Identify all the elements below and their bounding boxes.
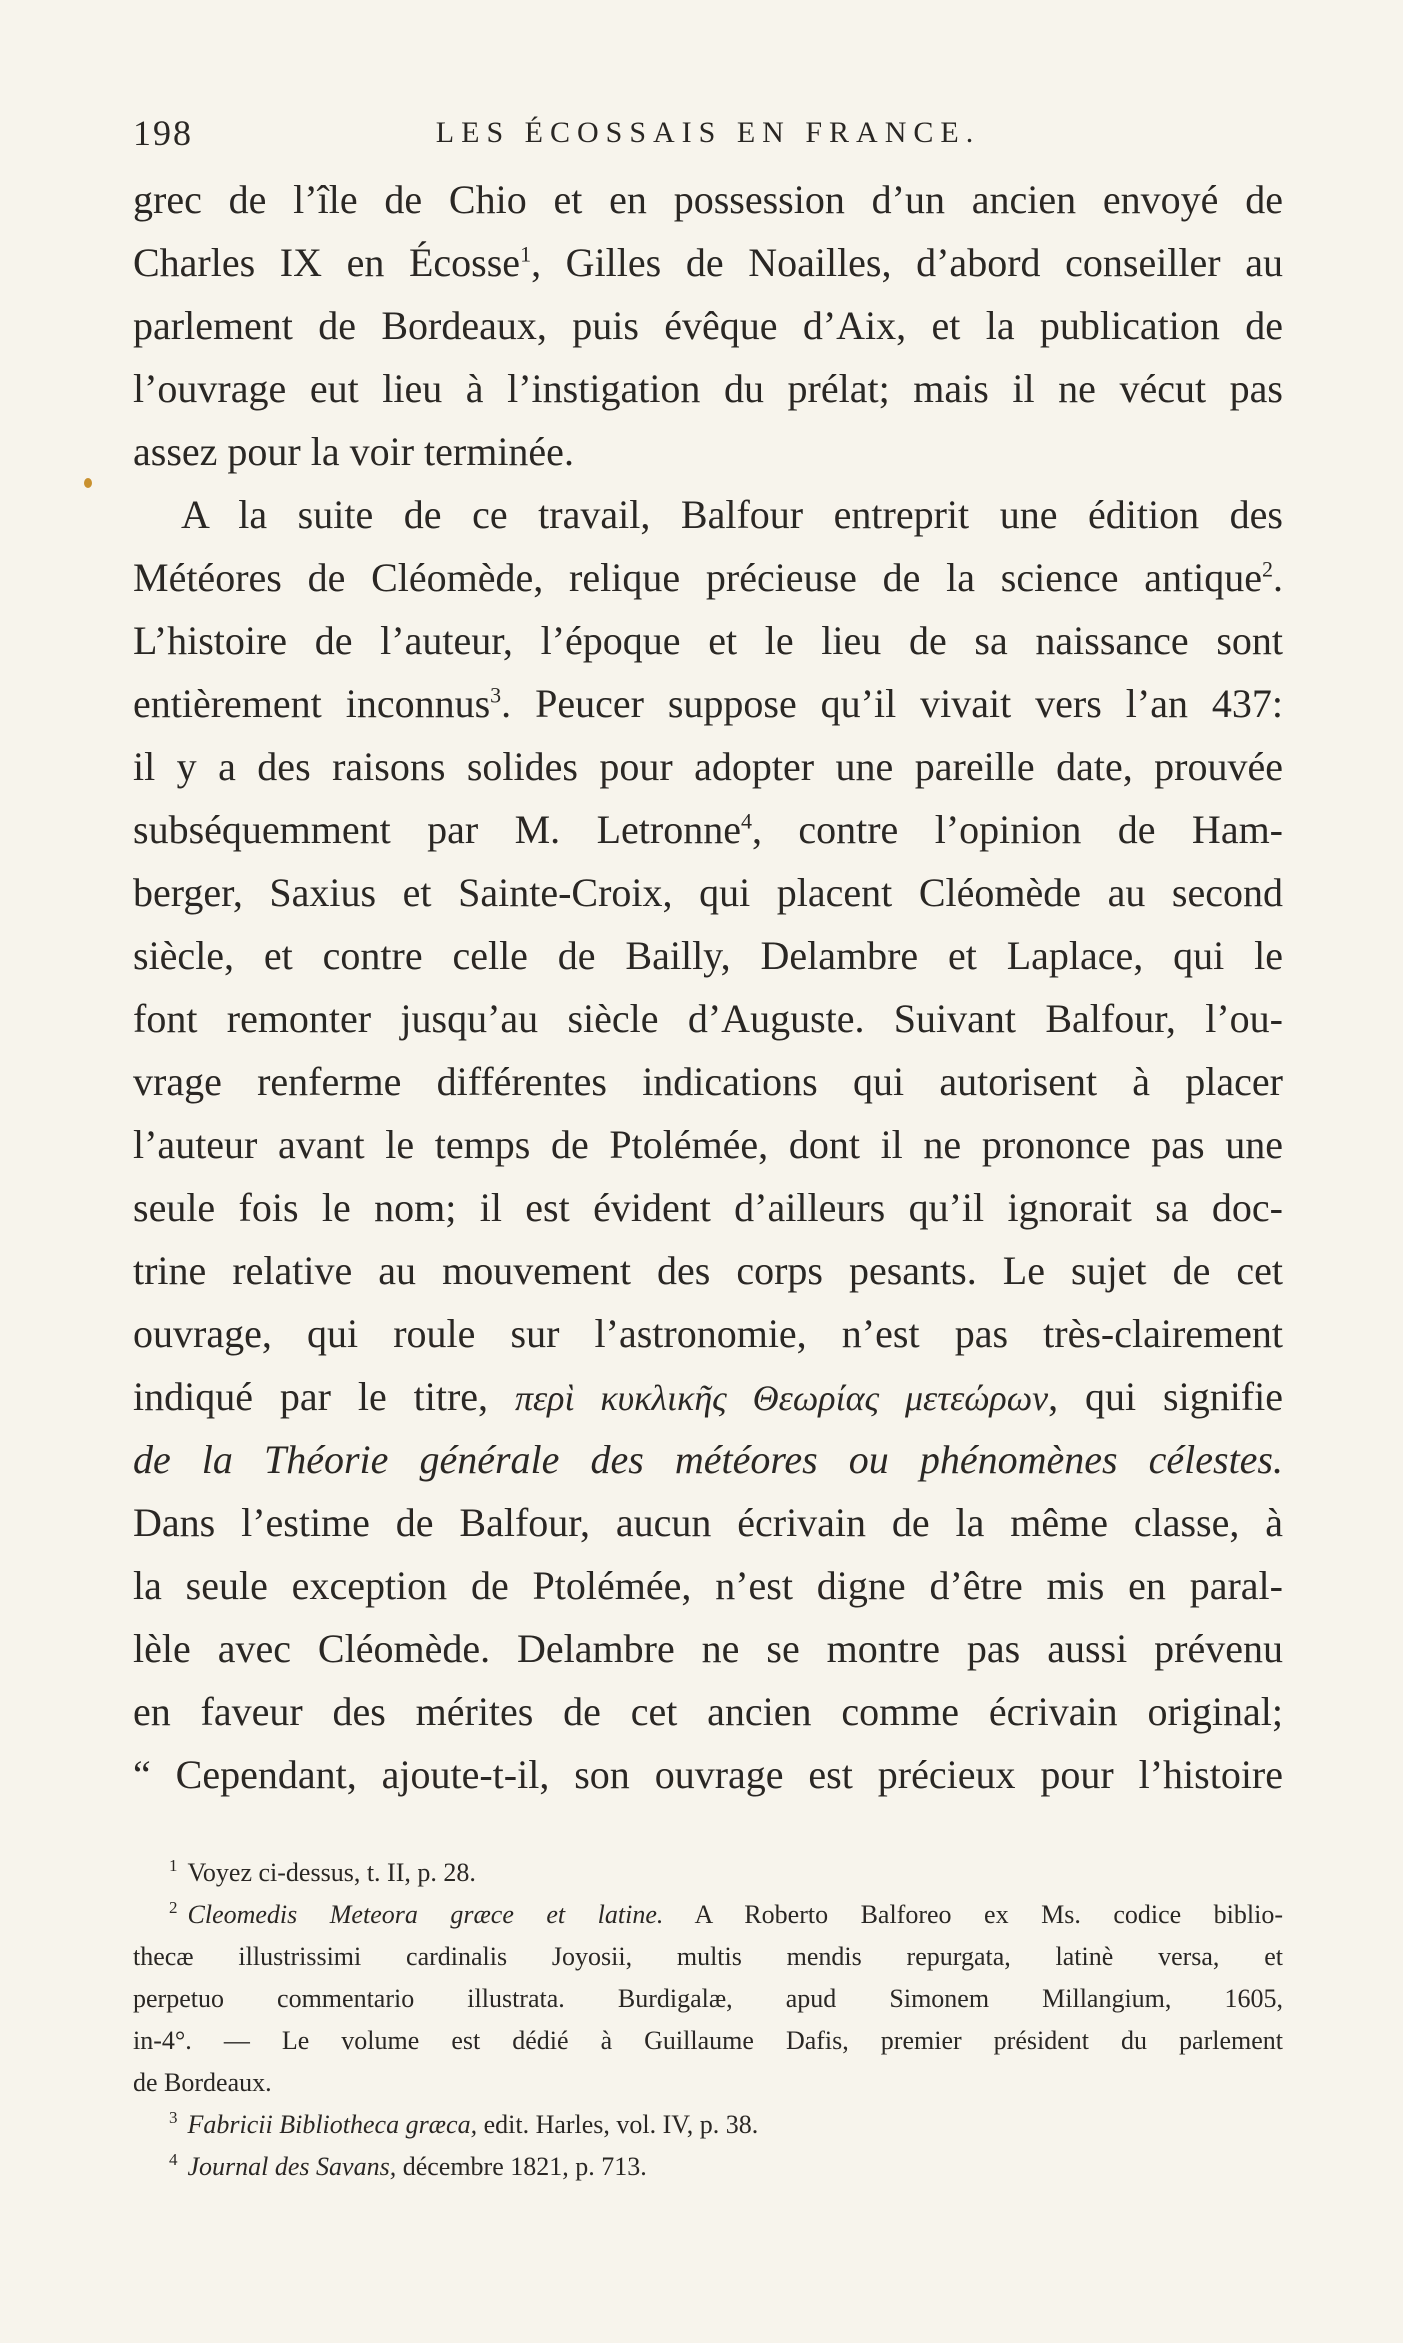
text-line: l’ouvrage eut lieu à l’instigation du prélat; mais il ne vécut pas [133,366,1283,411]
text-line: Dans l’estime de Balfour, aucun écrivain de la même classe, à [133,1500,1283,1545]
page-number: 198 [133,113,193,153]
text-line: assez pour la voir terminée. [133,429,574,474]
text-line: ouvrage, qui roule sur l’astronomie, n’est pas très-clairement [133,1311,1283,1356]
text-line: seule fois le nom; il est évident d’ailleurs qu’il ignorait sa doc- [133,1185,1283,1230]
text-line: de la Théorie générale des météores ou phénomènes célestes. [133,1437,1283,1482]
page-header [133,112,1283,162]
text-line: Météores de Cléomède, relique précieuse de la science antique$^2$. [133,555,1283,600]
text-line: A la suite de ce travail, Balfour entreprit une édition des [181,492,1283,537]
text-line: font remonter jusqu’au siècle d’Auguste. Suivant Balfour, l’ou- [133,996,1283,1041]
text-line: subséquemment par M. Letronne$^4$, contre l’opinion de Ham- [133,807,1284,852]
footnote-ref: 3 [490,682,502,708]
footnote-line: de Bordeaux. [133,2068,272,2097]
footnote-ref: 1 [520,241,532,267]
text-line: parlement de Bordeaux, puis évêque d’Aix, et la publication de [133,303,1283,348]
footnotes [133,1852,1283,2188]
text-line: la seule exception de Ptolémée, n’est digne d’être mis en paral- [133,1563,1283,1608]
text-line: grec de l’île de Chio et en possession d’un ancien envoyé de [133,177,1283,222]
text-line: lèle avec Cléomède. Delambre ne se montre pas aussi prévenu [133,1626,1283,1671]
text-line: il y a des raisons solides pour adopter une pareille date, prouvée [133,744,1283,789]
footnote-line: thecæ illustrissimi cardinalis Joyosii, multis mendis repurgata, latinè versa, et [133,1942,1283,1971]
text-line: trine relative au mouvement des corps pesants. Le sujet de cet [133,1248,1283,1293]
text-line: l’auteur avant le temps de Ptolémée, dont il ne prononce pas une [133,1122,1283,1167]
footnote: $^1$ Voyez ci-dessus, t. II, p. 28. [169,1856,476,1887]
footnote-ref: 2 [1262,556,1273,582]
text-line: siècle, et contre celle de Bailly, Delambre et Laplace, qui le [133,933,1283,978]
text-line: entièrement inconnus$^3$. Peucer suppose qu’il vivait vers l’an 437: [133,681,1283,726]
greek-title: περὶ κυκλικῆς Θεωρίας μετεώρων [514,1378,1049,1418]
footnote: $^4$ Journal des Savans, décembre 1821, p. 713. [169,2150,647,2181]
footnote: $^3$ Fabricii Bibliotheca græca, edit. Harles, vol. IV, p. 38. [169,2108,759,2139]
ink-spot [84,478,92,488]
text-line: indiqué par le titre, περὶ κυκλικῆς Θεωρίας μετεώρων, qui signifie [133,1374,1283,1419]
body-text [133,168,1283,1806]
footnote-ref: 4 [740,808,752,834]
text-line: “ Cependant, ajoute-t-il, son ouvrage est précieux pour l’histoire [133,1752,1283,1797]
footnote-line: in-4°. — Le volume est dédié à Guillaume Dafis, premier président du parlement [133,2026,1283,2055]
running-head: LES ÉCOSSAIS EN FRANCE. [435,116,981,149]
text-line: vrage renferme différentes indications qui autorisent à placer [133,1059,1283,1104]
text-line: L’histoire de l’auteur, l’époque et le lieu de sa naissance sont [133,618,1283,663]
text-line: en faveur des mérites de cet ancien comme écrivain original; [133,1689,1283,1734]
text-line: berger, Saxius et Sainte-Croix, qui placent Cléomède au second [133,870,1283,915]
footnote-line: perpetuo commentario illustrata. Burdigalæ, apud Simonem Millangium, 1605, [133,1984,1283,2013]
footnote: $^2$ Cleomedis Meteora græce et latine. A Roberto Balforeo ex Ms. codice biblio- [169,1898,1284,1929]
text-line: Charles IX en Écosse$^1$, Gilles de Noailles, d’abord conseiller au [133,240,1283,285]
